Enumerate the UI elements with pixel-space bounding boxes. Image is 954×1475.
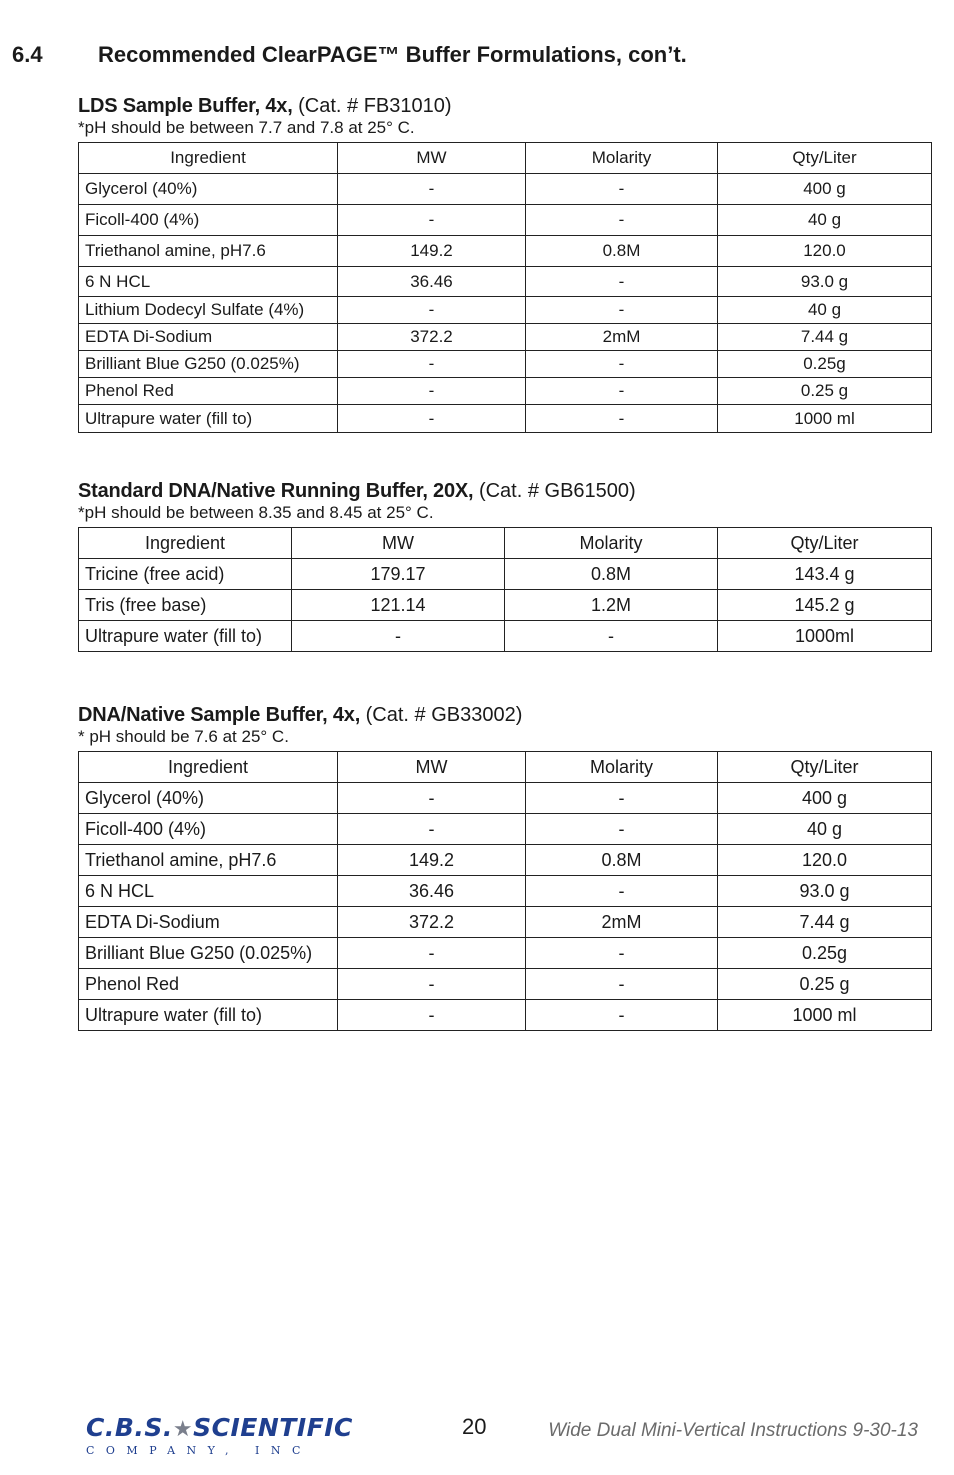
header-molarity: Molarity	[526, 752, 718, 783]
table-row	[79, 621, 932, 652]
cell-molarity: -	[526, 378, 718, 405]
header-ingredient: Ingredient	[79, 143, 338, 174]
section-heading	[12, 42, 687, 68]
table-header-row	[79, 752, 932, 783]
cell-ingredient: Ficoll-400 (4%)	[79, 205, 338, 236]
table-header-row	[79, 528, 932, 559]
header-molarity: Molarity	[505, 528, 718, 559]
cell-ingredient: Phenol Red	[79, 969, 338, 1000]
section-number: 6.4	[12, 42, 43, 67]
cell-qty: 7.44 g	[718, 907, 932, 938]
company-logo	[86, 1413, 353, 1457]
cell-mw: 149.2	[338, 236, 526, 267]
running-buffer-block	[78, 479, 931, 652]
cell-molarity: 1.2M	[505, 590, 718, 621]
logo-text-cbs: C.B.S.	[86, 1413, 173, 1442]
cell-ingredient: Phenol Red	[79, 378, 338, 405]
star-icon: ★	[172, 1417, 194, 1442]
dna-sample-buffer-block	[78, 703, 931, 1031]
cell-mw: -	[338, 814, 526, 845]
cell-ingredient: Ultrapure water (fill to)	[79, 405, 338, 433]
cell-molarity: -	[526, 405, 718, 433]
cell-mw: -	[292, 621, 505, 652]
logo-wordmark	[86, 1413, 353, 1442]
table-row	[79, 845, 932, 876]
cell-molarity: -	[526, 205, 718, 236]
cell-ingredient: Brilliant Blue G250 (0.025%)	[79, 351, 338, 378]
lds-table	[78, 142, 932, 433]
table-header-row	[79, 143, 932, 174]
cell-ingredient: Ficoll-400 (4%)	[79, 814, 338, 845]
table-row	[79, 590, 932, 621]
cell-molarity: -	[526, 351, 718, 378]
cell-molarity: 0.8M	[505, 559, 718, 590]
document-title: Wide Dual Mini-Vertical Instructions 9-30-13	[548, 1420, 918, 1441]
cell-molarity: -	[526, 783, 718, 814]
cell-ingredient: Glycerol (40%)	[79, 783, 338, 814]
cell-ingredient: Triethanol amine, pH7.6	[79, 845, 338, 876]
cell-qty: 93.0 g	[718, 267, 932, 297]
cell-qty: 7.44 g	[718, 324, 932, 351]
table-row	[79, 351, 932, 378]
cell-mw: -	[338, 378, 526, 405]
cell-mw: -	[338, 783, 526, 814]
logo-text-scientific: SCIENTIFIC	[193, 1413, 353, 1442]
dna-sample-ph-note: * pH should be 7.6 at 25° C.	[78, 727, 289, 746]
running-buffer-title	[78, 479, 931, 503]
lds-title-cat: (Cat. # FB31010)	[298, 95, 452, 117]
table-row	[79, 205, 932, 236]
table-row	[79, 236, 932, 267]
table-row	[79, 907, 932, 938]
cell-mw: -	[338, 1000, 526, 1031]
running-buffer-ph-note: *pH should be between 8.35 and 8.45 at 25° C.	[78, 503, 434, 522]
cell-molarity: -	[505, 621, 718, 652]
cell-qty: 1000ml	[718, 621, 932, 652]
table-row	[79, 783, 932, 814]
page-number: 20	[462, 1414, 487, 1439]
table-row	[79, 559, 932, 590]
cell-ingredient: Tricine (free acid)	[79, 559, 292, 590]
cell-mw: -	[338, 405, 526, 433]
cell-molarity: -	[526, 267, 718, 297]
cell-ingredient: Brilliant Blue G250 (0.025%)	[79, 938, 338, 969]
cell-molarity: -	[526, 1000, 718, 1031]
cell-molarity: 0.8M	[526, 236, 718, 267]
cell-mw: 121.14	[292, 590, 505, 621]
cell-molarity: -	[526, 297, 718, 324]
cell-qty: 145.2 g	[718, 590, 932, 621]
dna-sample-title-name: DNA/Native Sample Buffer, 4x,	[78, 704, 361, 726]
lds-title-name: LDS Sample Buffer, 4x,	[78, 95, 293, 117]
table-row	[79, 174, 932, 205]
cell-qty: 40 g	[718, 205, 932, 236]
cell-mw: -	[338, 969, 526, 1000]
table-row	[79, 267, 932, 297]
cell-qty: 143.4 g	[718, 559, 932, 590]
cell-qty: 0.25g	[718, 351, 932, 378]
cell-mw: -	[338, 205, 526, 236]
cell-qty: 120.0	[718, 845, 932, 876]
cell-molarity: 2mM	[526, 324, 718, 351]
cell-mw: -	[338, 351, 526, 378]
cell-qty: 93.0 g	[718, 876, 932, 907]
cell-ingredient: EDTA Di-Sodium	[79, 907, 338, 938]
cell-ingredient: 6 N HCL	[79, 876, 338, 907]
cell-qty: 0.25g	[718, 938, 932, 969]
cell-qty: 400 g	[718, 783, 932, 814]
cell-ingredient: Glycerol (40%)	[79, 174, 338, 205]
table-row	[79, 378, 932, 405]
running-buffer-title-cat: (Cat. # GB61500)	[478, 480, 636, 502]
cell-qty: 120.0	[718, 236, 932, 267]
header-qty: Qty/Liter	[718, 143, 932, 174]
cell-qty: 1000 ml	[718, 405, 932, 433]
table-row	[79, 969, 932, 1000]
header-mw: MW	[338, 752, 526, 783]
cell-ingredient: Lithium Dodecyl Sulfate (4%)	[79, 297, 338, 324]
table-row	[79, 938, 932, 969]
lds-ph-note: *pH should be between 7.7 and 7.8 at 25° C.	[78, 118, 415, 137]
cell-mw: 179.17	[292, 559, 505, 590]
cell-qty: 0.25 g	[718, 378, 932, 405]
table-row	[79, 814, 932, 845]
cell-qty: 40 g	[718, 297, 932, 324]
dna-sample-title	[78, 703, 931, 727]
cell-mw: -	[338, 938, 526, 969]
cell-molarity: 2mM	[526, 907, 718, 938]
cell-mw: 36.46	[338, 876, 526, 907]
cell-molarity: -	[526, 876, 718, 907]
cell-mw: 372.2	[338, 907, 526, 938]
cell-ingredient: Ultrapure water (fill to)	[79, 621, 292, 652]
cell-qty: 1000 ml	[718, 1000, 932, 1031]
cell-molarity: -	[526, 969, 718, 1000]
cell-molarity: -	[526, 174, 718, 205]
cell-qty: 400 g	[718, 174, 932, 205]
section-title: Recommended ClearPAGE™ Buffer Formulations, con’t.	[98, 42, 687, 67]
cell-mw: -	[338, 297, 526, 324]
cell-ingredient: Ultrapure water (fill to)	[79, 1000, 338, 1031]
cell-mw: -	[338, 174, 526, 205]
cell-ingredient: Tris (free base)	[79, 590, 292, 621]
table-row	[79, 1000, 932, 1031]
header-ingredient: Ingredient	[79, 752, 338, 783]
header-ingredient: Ingredient	[79, 528, 292, 559]
cell-molarity: 0.8M	[526, 845, 718, 876]
cell-molarity: -	[526, 938, 718, 969]
table-row	[79, 324, 932, 351]
header-qty: Qty/Liter	[718, 752, 932, 783]
cell-ingredient: Triethanol amine, pH7.6	[79, 236, 338, 267]
dna-sample-table	[78, 751, 932, 1031]
cell-mw: 372.2	[338, 324, 526, 351]
lds-sample-buffer-block	[78, 94, 931, 433]
cell-qty: 40 g	[718, 814, 932, 845]
cell-ingredient: 6 N HCL	[79, 267, 338, 297]
cell-molarity: -	[526, 814, 718, 845]
cell-mw: 36.46	[338, 267, 526, 297]
cell-mw: 149.2	[338, 845, 526, 876]
logo-subtitle: COMPANY, INC	[86, 1444, 312, 1457]
header-molarity: Molarity	[526, 143, 718, 174]
cell-qty: 0.25 g	[718, 969, 932, 1000]
header-mw: MW	[292, 528, 505, 559]
dna-sample-title-cat: (Cat. # GB33002)	[365, 704, 523, 726]
table-row	[79, 876, 932, 907]
header-mw: MW	[338, 143, 526, 174]
lds-title	[78, 94, 931, 118]
header-qty: Qty/Liter	[718, 528, 932, 559]
running-buffer-title-name: Standard DNA/Native Running Buffer, 20X,	[78, 480, 474, 502]
running-buffer-table	[78, 527, 932, 652]
table-row	[79, 297, 932, 324]
cell-ingredient: EDTA Di-Sodium	[79, 324, 338, 351]
table-row	[79, 405, 932, 433]
